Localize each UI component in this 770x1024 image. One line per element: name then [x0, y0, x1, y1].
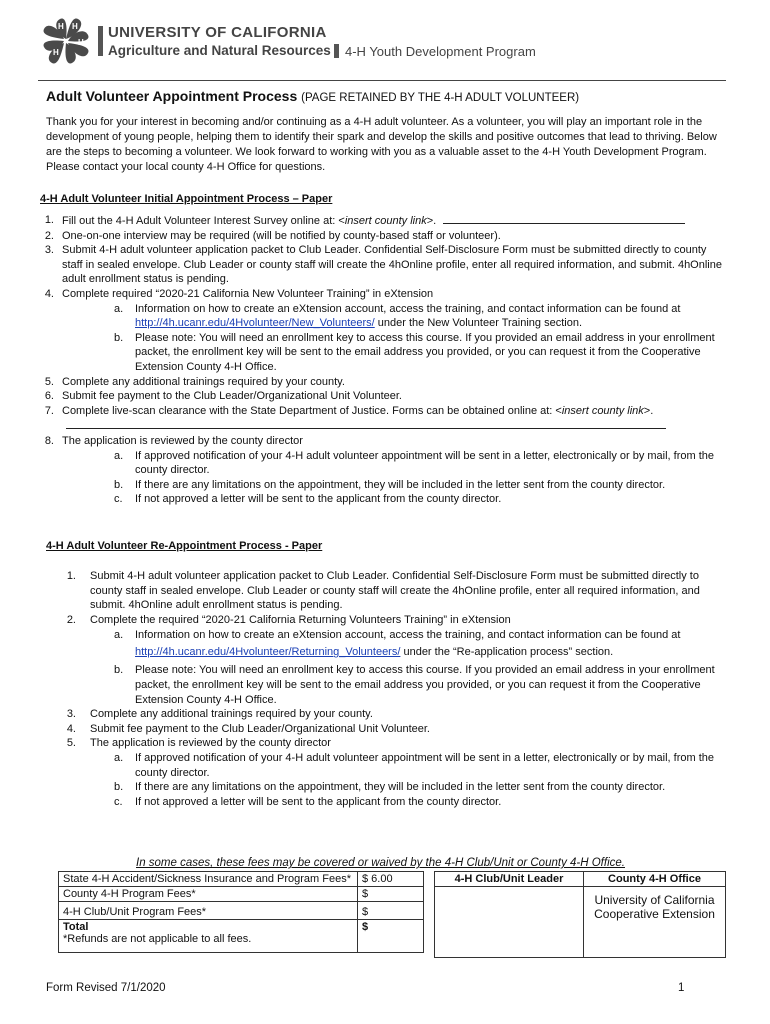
reappoint-heading: 4-H Adult Volunteer Re-Appointment Process - Paper	[46, 540, 323, 552]
svg-text:H: H	[72, 22, 78, 31]
returning-volunteers-link[interactable]: http://4h.ucanr.edu/4Hvolunteer/Returning_Volunteers/	[135, 646, 401, 659]
table-row	[59, 920, 424, 953]
svg-text:H: H	[78, 38, 84, 47]
list-subitem: a. If approved notification of your 4-H adult volunteer appointment will be sent in a letter, electronically or by mail, from the county director.	[114, 751, 715, 779]
university-name: UNIVERSITY OF CALIFORNIA	[108, 24, 327, 41]
table-row	[59, 872, 424, 887]
list-item: 4. Complete required “2020-21 California New Volunteer Training” in eXtension	[44, 287, 434, 300]
county-office-name: University of California Cooperative Extension	[584, 887, 726, 958]
header-rule	[38, 80, 726, 81]
list-subitem: c. If not approved a letter will be sent to the applicant from the county director.	[114, 493, 502, 506]
list-item: 8. The application is reviewed by the county director	[44, 434, 303, 447]
list-item: 6. Submit fee payment to the Club Leader/Organizational Unit Volunteer.	[44, 390, 402, 403]
fee-waiver-note: In some cases, these fees may be covered or waived by the 4-H Club/Unit or County 4-H Office.	[136, 857, 625, 869]
list-item: 7. Complete live-scan clearance with the State Department of Justice. Forms can be obtained online at: <insert county link>.	[40, 404, 730, 434]
list-subitem: b. If there are any limitations on the appointment, they will be included in the letter sent from the county director.	[114, 478, 666, 491]
table-row	[435, 887, 726, 958]
list-subitem: b. Please note: You will need an enrollment key to access this course. If you provided an email address in your enrollment packet, the enrollment key will be sent to the email address you provided, or you can request it from the Cooperative Extension County 4-H Office.	[114, 331, 715, 373]
fee-total-label: Total	[63, 921, 89, 933]
division-name: Agriculture and Natural Resources	[108, 43, 331, 58]
table-row	[435, 872, 726, 887]
list-item: 5. Complete any additional trainings required by your county.	[44, 375, 345, 388]
svg-text:H: H	[53, 48, 59, 57]
title-main: Adult Volunteer Appointment Process	[46, 88, 298, 104]
list-subitem: a. Information on how to create an eXtension account, access the training, and contact information can be found at http://4h.ucanr.edu/4Hvolunteer/New_Volunteers/ under the New Volunteer Training section.	[114, 302, 681, 330]
fee-label: 4-H Club/Unit Program Fees*	[59, 902, 358, 920]
county-office-header: County 4-H Office	[584, 872, 726, 887]
county-link-blank[interactable]	[443, 213, 685, 224]
list-subitem: b. Please note: You will need an enrollment key to access this course. If you provided an email address in your enrollment packet, the enrollment key will be sent to the email address you provided, or you can request it from the Cooperative Extension County 4-H Office.	[114, 664, 715, 706]
fee-total-cell	[59, 920, 358, 953]
initial-heading: 4-H Adult Volunteer Initial Appointment Process – Paper	[40, 193, 333, 205]
form-revised: Form Revised 7/1/2020	[46, 982, 166, 994]
list-subitem: a. Information on how to create an eXtension account, access the training, and contact information can be found at http://4h.ucanr.edu/4Hvolunteer/Returning_Volunteers/ under the “Re-application process” section.	[114, 629, 681, 659]
intro-paragraph: Thank you for your interest in becoming and/or continuing as a 4-H adult volunteer. As a volunteer, you will play an important role in the development of young people, helping them to identify their spark and develop the skills and positive outcomes that lead to thriving. Below are the steps to becoming a volunteer. We look forward to working with you as a valuable asset to the 4-H Youth Development Program. Please contact your local county 4-H Office for questions.	[46, 116, 717, 173]
list-subitem: a. If approved notification of your 4-H adult volunteer appointment will be sent in a letter, electronically or by mail, from the county director.	[114, 449, 715, 477]
fee-label: State 4-H Accident/Sickness Insurance and Program Fees*	[59, 872, 358, 887]
page-number: 1	[678, 982, 685, 994]
list-subitem: b. If there are any limitations on the appointment, they will be included in the letter sent from the county director.	[114, 781, 666, 794]
program-name: 4-H Youth Development Program	[345, 44, 536, 59]
fee-total-amount: $	[358, 920, 424, 953]
club-leader-cell[interactable]	[435, 887, 584, 958]
initial-steps	[40, 213, 730, 507]
list-item: 4. Submit fee payment to the Club Leader/Organizational Unit Volunteer.	[66, 722, 430, 735]
list-item: 1. Fill out the 4-H Adult Volunteer Interest Survey online at: <insert county link>.	[40, 213, 730, 229]
club-leader-header: 4-H Club/Unit Leader	[435, 872, 584, 887]
table-row	[59, 902, 424, 920]
table-row	[59, 887, 424, 902]
4h-clover-logo	[40, 15, 92, 67]
fee-amount: $	[358, 887, 424, 902]
fee-amount: $	[358, 902, 424, 920]
list-item: 2. Complete the required “2020-21 California Returning Volunteers Training” in eXtension	[66, 613, 511, 626]
fee-amount: $ 6.00	[358, 872, 424, 887]
list-item: 2. One-on-one interview may be required (will be notified by county-based staff or volunteer).	[44, 229, 501, 242]
header-bar	[98, 26, 103, 56]
fee-table	[58, 871, 424, 953]
reappoint-steps	[60, 569, 728, 809]
list-item: 1. Submit 4-H adult volunteer application packet to Club Leader. Confidential Self-Disclosure Form must be submitted directly to county staff in sealed envelope. Club Leader or county staff will create the 4hOnline profile, enter all required information, and submit. 4hOnline adult enrollment status is pending.	[66, 570, 700, 612]
contact-table	[434, 871, 726, 958]
list-item: 3. Complete any additional trainings required by your county.	[66, 708, 373, 721]
fee-label: County 4-H Program Fees*	[59, 887, 358, 902]
county-link-blank-2[interactable]	[66, 418, 666, 429]
list-item: 3. Submit 4-H adult volunteer application packet to Club Leader. Confidential Self-Disclosure Form must be submitted directly to county staff in sealed envelope. Club Leader or county staff will create the 4hOnline profile, enter all required information, and submit. 4hOnline adult enrollment status is pending.	[44, 244, 722, 286]
program-bar	[334, 44, 339, 58]
page-title	[46, 88, 579, 104]
new-volunteers-link[interactable]: http://4h.ucanr.edu/4Hvolunteer/New_Volunteers/	[135, 317, 375, 330]
title-note: (PAGE RETAINED BY THE 4-H ADULT VOLUNTEER)	[301, 92, 580, 104]
list-subitem: c. If not approved a letter will be sent to the applicant from the county director.	[114, 795, 502, 808]
svg-text:H: H	[58, 22, 64, 31]
list-item: 5. The application is reviewed by the county director	[66, 737, 331, 750]
refund-note: *Refunds are not applicable to all fees.	[63, 933, 252, 945]
